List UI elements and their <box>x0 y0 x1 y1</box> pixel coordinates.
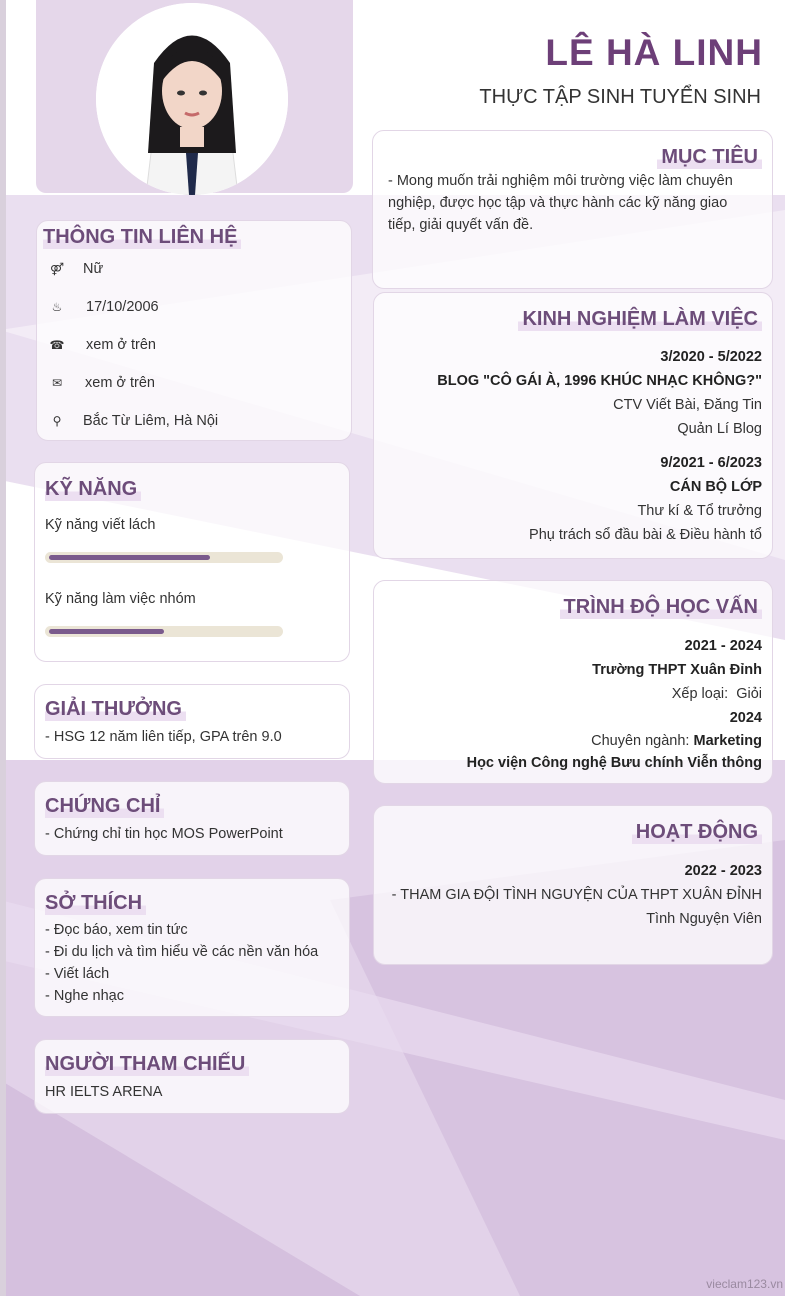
awards-title: GIẢI THƯỞNG <box>45 697 186 721</box>
experience-list <box>372 345 772 547</box>
references-title: NGƯỜI THAM CHIẾU <box>45 1052 249 1076</box>
skill-bar-fill <box>49 555 210 560</box>
education-title: TRÌNH ĐỘ HỌC VẤN <box>560 595 762 619</box>
activity-period: 2022 - 2023 <box>684 863 762 879</box>
skill-bar <box>45 552 283 563</box>
skill-label: Kỹ năng làm việc nhóm <box>45 591 196 607</box>
education-school: Học viện Công nghệ Bưu chính Viễn thông <box>466 755 762 771</box>
hobby-item: - Đi du lịch và tìm hiểu về các nền văn hóa <box>45 944 319 960</box>
activities-title: HOẠT ĐỘNG <box>632 820 762 844</box>
contact-gender <box>45 261 103 277</box>
gender-value: Nữ <box>83 261 104 277</box>
contact-phone <box>45 337 156 353</box>
experience-card <box>373 292 773 559</box>
email-value[interactable]: xem ở trên <box>85 375 155 391</box>
major-value: Marketing <box>693 733 762 749</box>
education-period: 2024 <box>729 710 762 726</box>
hobbies-card <box>34 878 350 1017</box>
experience-title: KINH NGHIỆM LÀM VIỆC <box>518 307 762 331</box>
activities-list <box>372 859 772 931</box>
candidate-name: LÊ HÀ LINH <box>545 32 763 73</box>
experience-desc: Quản Lí Blog <box>677 421 762 437</box>
phone-value[interactable]: xem ở trên <box>86 337 156 353</box>
awards-card <box>34 684 350 759</box>
contact-title: THÔNG TIN LIÊN HỆ <box>43 225 241 249</box>
profile-photo <box>96 3 288 195</box>
activities-card <box>373 805 773 965</box>
education-list <box>372 634 772 774</box>
education-rank <box>372 682 772 706</box>
hobbies-title: SỞ THÍCH <box>45 891 146 915</box>
experience-period: 3/2020 - 5/2022 <box>660 349 762 365</box>
objective-title: MỤC TIÊU <box>657 145 762 169</box>
references-text: HR IELTS ARENA <box>45 1084 163 1100</box>
phone-icon: ☎ <box>49 338 65 352</box>
activity-role: Tình Nguyện Viên <box>646 911 762 927</box>
certs-text: - Chứng chỉ tin học MOS PowerPoint <box>45 826 283 842</box>
gender-icon: ⚤ <box>49 262 65 276</box>
awards-text: - HSG 12 năm liên tiếp, GPA trên 9.0 <box>45 729 282 745</box>
contact-address <box>45 413 218 429</box>
skill-bar-fill <box>49 629 164 634</box>
skill-bar <box>45 626 283 637</box>
contact-card <box>36 220 352 441</box>
experience-role: Thư kí & Tổ trưởng <box>637 503 762 519</box>
objective-text: - Mong muốn trải nghiệm môi trường việc làm chuyên nghiệp, được học tập và thực hành các kỹ năng giao tiếp, giải quyết vấn đề. <box>388 173 733 233</box>
contact-dob <box>45 299 159 315</box>
experience-org: CÁN BỘ LỚP <box>669 479 762 495</box>
education-period: 2021 - 2024 <box>684 638 762 654</box>
experience-desc: Phụ trách sổ đầu bài & Điều hành tổ <box>529 527 762 543</box>
rank-value: Giỏi <box>736 686 762 702</box>
education-card <box>373 580 773 784</box>
major-label: Chuyên ngành: <box>591 733 690 749</box>
certs-card <box>34 781 350 856</box>
experience-org: BLOG "CÔ GÁI À, 1996 KHÚC NHẠC KHÔNG?" <box>437 373 762 389</box>
skills-card <box>34 462 350 662</box>
footer-watermark: vieclam123.vn <box>706 1277 783 1291</box>
hobby-item: - Viết lách <box>45 966 110 982</box>
skills-title: KỸ NĂNG <box>45 477 141 501</box>
skill-label: Kỹ năng viết lách <box>45 517 156 533</box>
education-school: Trường THPT Xuân Đỉnh <box>592 662 762 678</box>
cake-icon: ♨ <box>51 300 63 314</box>
objective-card <box>372 130 773 289</box>
address-value: Bắc Từ Liêm, Hà Nội <box>83 413 219 429</box>
certs-title: CHỨNG CHỈ <box>45 794 164 818</box>
hobby-item: - Nghe nhạc <box>45 988 124 1004</box>
activity-text: - THAM GIA ĐỘI TÌNH NGUYỆN CỦA THPT XUÂN ĐỈNH <box>391 887 762 903</box>
references-card <box>34 1039 350 1114</box>
rank-label: Xếp loại: <box>671 686 729 702</box>
location-icon: ⚲ <box>52 414 62 428</box>
hobby-item: - Đọc báo, xem tin tức <box>45 922 188 938</box>
education-major <box>372 730 772 752</box>
candidate-position: THỰC TẬP SINH TUYỂN SINH <box>479 86 761 108</box>
mail-icon: ✉ <box>51 376 63 390</box>
contact-email <box>45 375 155 391</box>
hobbies-list <box>45 919 318 1007</box>
experience-role: CTV Viết Bài, Đăng Tin <box>613 397 762 413</box>
dob-value: 17/10/2006 <box>86 299 159 315</box>
experience-period: 9/2021 - 6/2023 <box>660 455 762 471</box>
